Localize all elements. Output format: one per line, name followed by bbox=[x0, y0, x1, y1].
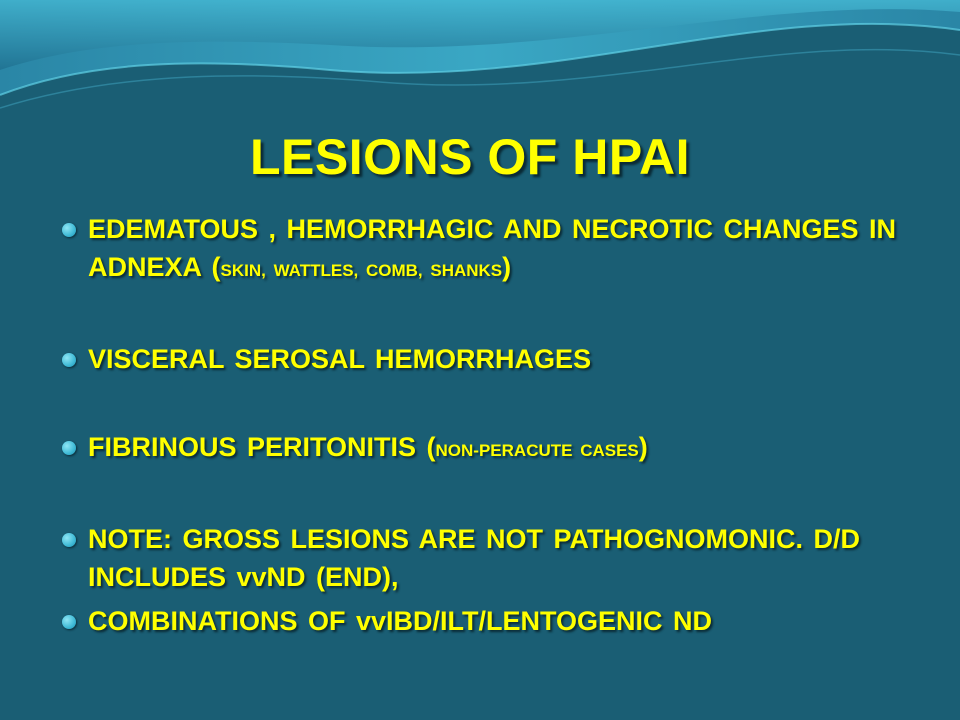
wave-decoration bbox=[0, 0, 960, 140]
bullet-dot-icon bbox=[62, 353, 76, 367]
bullet-item-note bbox=[60, 520, 920, 596]
bullet-dot-icon bbox=[62, 441, 76, 455]
bullet-item-combinations bbox=[60, 602, 920, 640]
slide-title: LESIONS OF HPAI bbox=[250, 129, 690, 185]
bullet-text: VISCERAL SEROSAL HEMORRHAGES bbox=[88, 344, 592, 374]
bullet-text: FIBRINOUS PERITONITIS ( bbox=[88, 432, 436, 462]
bullet-dot-icon bbox=[62, 223, 76, 237]
bullet-text: COMBINATIONS OF vvIBD/ILT/LENTOGENIC ND bbox=[88, 606, 713, 636]
bullet-text-small: NON-PERACUTE CASES bbox=[435, 441, 639, 460]
bullet-item-fibrinous bbox=[60, 428, 920, 470]
bullet-list bbox=[60, 210, 920, 640]
bullet-text-small: SKIN, WATTLES, COMB, SHANKS bbox=[220, 261, 503, 280]
bullet-dot-icon bbox=[62, 533, 76, 547]
bullet-item-visceral bbox=[60, 340, 920, 378]
bullet-item-adnexa bbox=[60, 210, 920, 290]
bullet-text: NOTE: GROSS LESIONS ARE NOT PATHOGNOMONIC. D/D INCLUDES vvND (END), bbox=[88, 524, 861, 592]
bullet-text-end: ) bbox=[638, 432, 648, 462]
bullet-dot-icon bbox=[62, 615, 76, 629]
bullet-text-end: ) bbox=[502, 252, 512, 282]
bullet-text: EDEMATOUS , HEMORRHAGIC AND NECROTIC CHANGES IN ADNEXA ( bbox=[88, 214, 897, 282]
